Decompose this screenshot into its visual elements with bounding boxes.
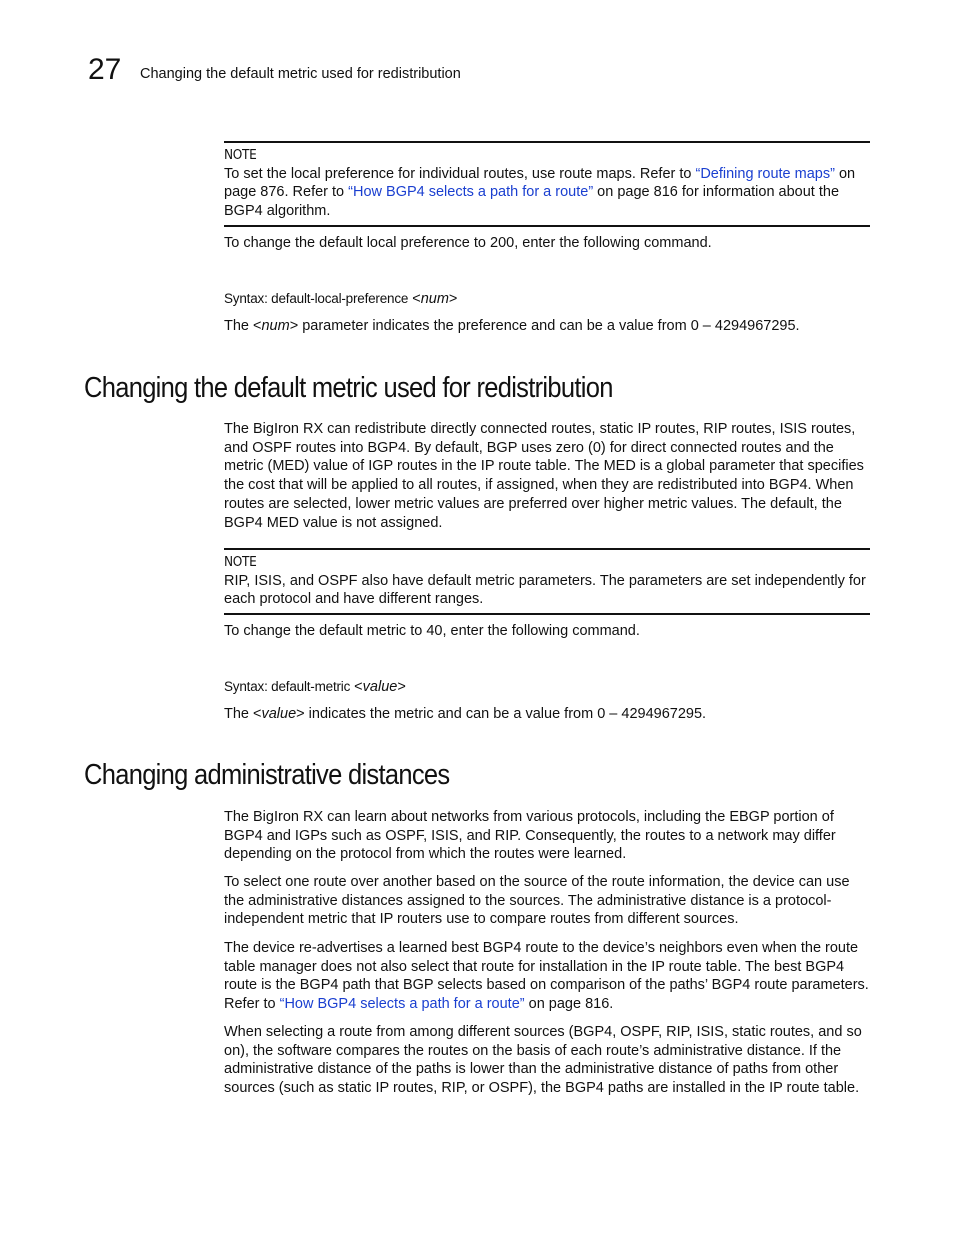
- section-heading-administrative-distances: Changing administrative distances: [84, 759, 450, 791]
- note-text-part: To set the local preference for individual routes, use route maps. Refer to: [224, 165, 696, 182]
- paragraph-admin-distance-4: When selecting a route from among different sources (BGP4, OSPF, RIP, ISIS, static routes, and so on), the software compares the routes on the basis of each route’s administrative distance. If the administrative distance of the paths is lower than the administrative distance of paths from other sources (such as static IP routes, RIP, or OSPF), the BGP4 paths are installed in the IP route table.: [224, 1024, 862, 1097]
- syntax-bracket: <: [350, 679, 363, 695]
- note-text-part: on page 816 for information about the BGP4 algorithm.: [224, 184, 840, 220]
- param-text: > parameter indicates the preference and can be a value from 0 – 4294967295.: [289, 318, 800, 334]
- paragraph-redistribution: The BigIron RX can redistribute directly connected routes, static IP routes, RIP routes, ISIS routes, and OSPF routes into BGP4. By default, BGP uses zero (0) for direct connected routes and the metric (MED) value of IGP routes in the IP route table. The MED is a global parameter that specifies the cost that will be applied to all routes, if assigned, when they are redistributed into BGP4. When routes are selected, lower metric values are preferred over higher metric values. The default, the BGP4 MED value is not assigned.: [224, 421, 864, 531]
- paragraph-admin-distance-2: To select one route over another based on the source of the route information, the device can use the administrative distances assigned to the sources. The administrative distance is a protocol-independent metric that IP routers use to compare routes from different sources.: [224, 874, 850, 928]
- syntax-default-local-preference: [224, 290, 457, 308]
- syntax-default-metric: [224, 678, 406, 696]
- chapter-number: 27: [88, 53, 122, 86]
- paragraph-num-parameter: [224, 317, 870, 336]
- link-defining-route-maps[interactable]: “Defining route maps”: [695, 165, 835, 182]
- param-argument: value: [261, 706, 297, 722]
- link-how-bgp4-selects-path[interactable]: “How BGP4 selects a path for a route”: [348, 184, 594, 201]
- syntax-argument: value: [362, 679, 398, 695]
- param-text: The <: [224, 318, 262, 334]
- paragraph-value-parameter: [224, 705, 870, 724]
- syntax-keyword: Syntax: default-local-preference: [224, 291, 409, 306]
- syntax-bracket: >: [397, 679, 406, 695]
- syntax-bracket: >: [448, 291, 458, 307]
- paragraph-text-part: on page 816.: [524, 996, 614, 1013]
- paragraph-change-metric: To change the default metric to 40, enter the following command.: [224, 623, 640, 639]
- param-text: > indicates the metric and can be a value from 0 – 4294967295.: [296, 706, 707, 722]
- running-header-title: Changing the default metric used for redistribution: [140, 66, 461, 82]
- param-text: The <: [224, 706, 262, 722]
- link-how-bgp4-selects-path[interactable]: “How BGP4 selects a path for a route”: [279, 996, 525, 1013]
- syntax-argument: num: [420, 291, 449, 307]
- note-text: [224, 165, 870, 221]
- param-argument: num: [261, 318, 290, 334]
- note-text: RIP, ISIS, and OSPF also have default metric parameters. The parameters are set independently for each protocol and have different ranges.: [224, 572, 866, 608]
- note-box-default-metric: [224, 548, 870, 615]
- note-box-route-maps: [224, 141, 870, 227]
- syntax-bracket: <: [408, 291, 421, 307]
- paragraph-admin-distance-3: [224, 939, 870, 1014]
- syntax-keyword: Syntax: default-metric: [224, 679, 351, 694]
- note-label: NOTE: [224, 554, 257, 570]
- paragraph-local-preference: To change the default local preference to 200, enter the following command.: [224, 235, 712, 251]
- section-heading-default-metric: Changing the default metric used for redistribution: [84, 372, 613, 404]
- note-text-part: on page 876. Refer to: [224, 165, 856, 201]
- note-label: NOTE: [224, 147, 257, 163]
- paragraph-text-part: The device re-advertises a learned best BGP4 route to the device’s neighbors even when the route table manager does not also select that route for installation in the IP route table. The best BGP4 route is the BGP4 path that BGP selects based on comparison of the paths’ BGP4 route parameters. Refer to: [224, 940, 869, 1013]
- paragraph-admin-distance-1: The BigIron RX can learn about networks from various protocols, including the EBGP portion of BGP4 and IGPs such as OSPF, ISIS, and RIP. Consequently, the routes to a network may differ depending on the protocol from which the routes were learned.: [224, 809, 836, 863]
